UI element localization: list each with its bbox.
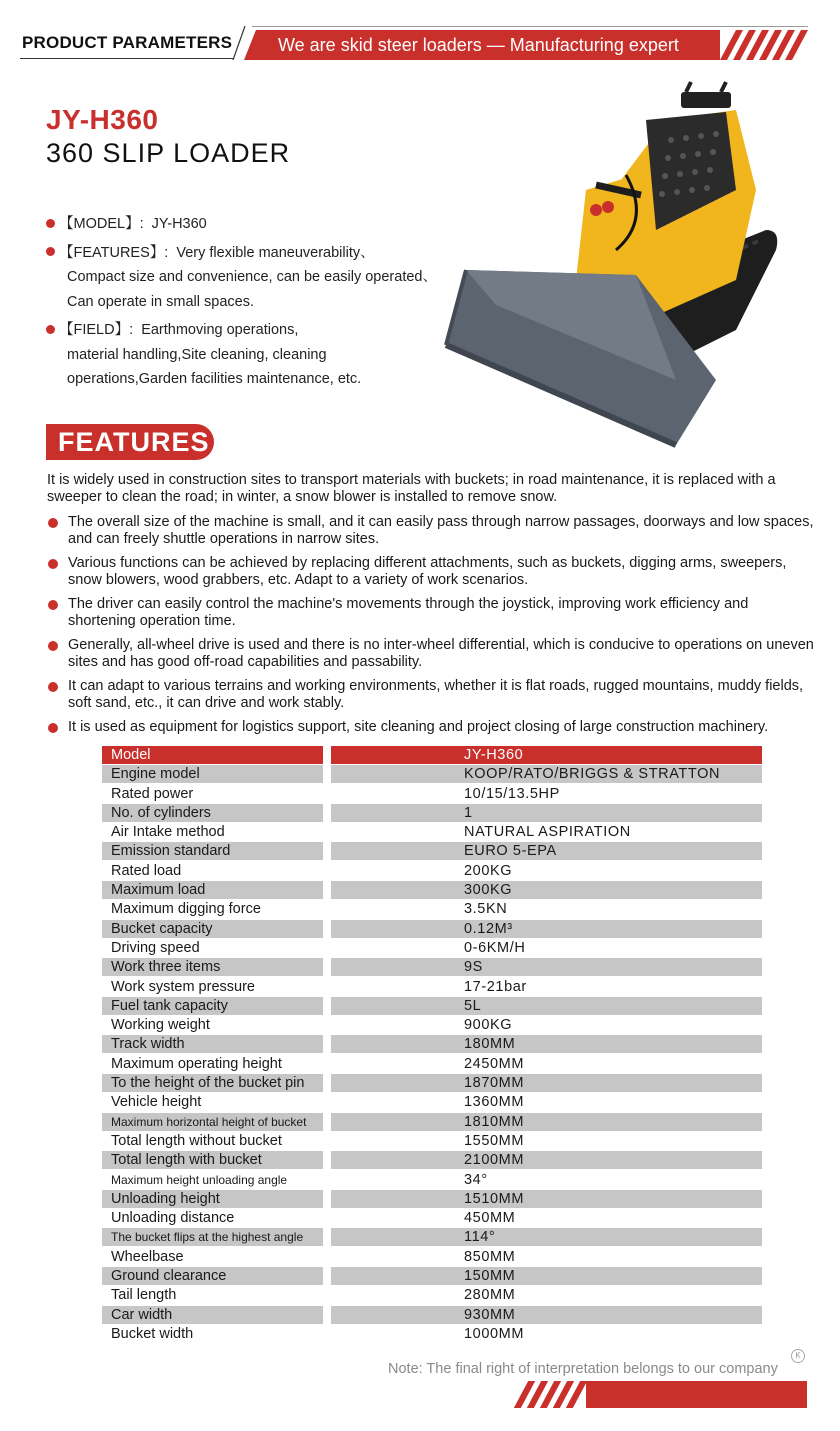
table-header-row <box>102 746 762 765</box>
spec-value: 5L <box>331 997 762 1015</box>
title-underline <box>20 58 234 59</box>
info-value-line: Can operate in small spaces. <box>67 293 254 310</box>
spec-value: KOOP/RATO/BRIGGS & STRATTON <box>331 765 762 783</box>
table-row <box>102 1286 762 1305</box>
spec-value: 0-6KM/H <box>464 939 526 956</box>
section-title: PRODUCT PARAMETERS <box>22 33 233 52</box>
table-row <box>102 1113 762 1132</box>
spec-label: Engine model <box>102 765 323 783</box>
product-code: JY-H360 <box>46 104 159 135</box>
feature-item <box>47 514 817 548</box>
table-row <box>102 997 762 1016</box>
table-row <box>102 1228 762 1247</box>
feature-item <box>47 596 817 630</box>
bullet-icon <box>48 641 58 651</box>
info-value: Earthmoving operations, <box>141 322 299 338</box>
features-heading: FEATURES <box>46 424 214 460</box>
table-row <box>102 1306 762 1325</box>
feature-text: It is used as equipment for logistics support, site cleaning and project closing of large construction machinery. <box>68 719 769 735</box>
table-row <box>102 1267 762 1286</box>
table-row <box>102 920 762 939</box>
skid-steer-loader-image <box>436 80 796 452</box>
spec-value: 34° <box>464 1171 488 1188</box>
table-row <box>102 1248 762 1267</box>
spec-value: 3.5KN <box>464 901 508 918</box>
spec-value: 1810MM <box>331 1113 762 1131</box>
table-row <box>102 1055 762 1074</box>
spec-label: Maximum height unloading angle <box>111 1172 288 1187</box>
spec-label: Ground clearance <box>102 1267 323 1285</box>
table-row <box>102 1171 762 1190</box>
table-row <box>102 881 762 900</box>
spec-label: Rated load <box>111 862 182 879</box>
spec-value: 1550MM <box>464 1132 525 1149</box>
spec-label: Maximum operating height <box>111 1055 282 1072</box>
info-label: 【FIELD】: <box>59 322 134 338</box>
spec-value: 150MM <box>331 1267 762 1285</box>
spec-label: Work system pressure <box>111 978 255 995</box>
spec-label: Working weight <box>111 1017 210 1034</box>
spec-value: 1870MM <box>331 1074 762 1092</box>
table-row <box>102 765 762 784</box>
spec-label: Car width <box>102 1306 323 1324</box>
bullet-icon <box>46 325 55 334</box>
spec-value: 850MM <box>464 1248 516 1265</box>
feature-item <box>47 678 817 712</box>
spec-label: Total length with bucket <box>102 1151 323 1169</box>
spec-value: 200KG <box>464 862 513 879</box>
table-row <box>102 958 762 977</box>
feature-text: Various functions can be achieved by replacing different attachments, such as buckets, digging arms, sweepers, snow blowers, wood grabbers, etc. Adapt to a variety of work scenarios. <box>68 555 787 588</box>
bullet-icon <box>46 219 55 228</box>
k-mark-icon: K <box>791 1349 805 1363</box>
spec-value: 1000MM <box>464 1325 525 1342</box>
spec-value: 180MM <box>331 1035 762 1053</box>
spec-value: 114° <box>331 1228 762 1246</box>
info-label: 【FEATURES】: <box>59 244 169 261</box>
table-row <box>102 1074 762 1093</box>
spec-value: 2100MM <box>331 1151 762 1169</box>
table-row <box>102 978 762 997</box>
feature-text: The driver can easily control the machine's movements through the joystick, improving work efficiency and shortening operation time. <box>68 596 749 629</box>
slogan-text: We are skid steer loaders — Manufacturing expert <box>278 35 679 55</box>
banner-slash <box>232 26 246 60</box>
spec-value: 10/15/13.5HP <box>464 785 560 802</box>
table-row <box>102 1209 762 1228</box>
info-value: Very flexible maneuverability、 <box>176 244 375 261</box>
spec-label: Track width <box>102 1035 323 1053</box>
footer-bar <box>586 1381 807 1408</box>
spec-label: Tail length <box>111 1287 177 1304</box>
bullet-icon <box>48 682 58 692</box>
spec-value: 450MM <box>464 1210 516 1227</box>
table-row <box>102 1093 762 1112</box>
spec-label: Maximum load <box>102 881 323 899</box>
table-row <box>102 842 762 861</box>
info-value: JY-H360 <box>151 216 207 232</box>
spec-value: 280MM <box>464 1287 516 1304</box>
spec-label: Unloading distance <box>111 1210 235 1227</box>
bullet-icon <box>48 600 58 610</box>
table-header-cell: JY-H360 <box>331 746 762 764</box>
feature-item <box>47 719 817 736</box>
features-intro: It is widely used in construction sites to transport materials with buckets; in road maintenance, it is replaced with a sweeper to clean the road; in winter, a snow blower is installed to remove snow. <box>47 472 776 505</box>
bullet-icon <box>46 247 55 256</box>
table-row <box>102 1190 762 1209</box>
product-name: 360 SLIP LOADER <box>46 138 291 168</box>
spec-value: 900KG <box>464 1017 513 1034</box>
spec-value: 9S <box>331 958 762 976</box>
spec-label: Driving speed <box>111 939 200 956</box>
spec-label: Maximum digging force <box>111 901 261 918</box>
feature-item <box>47 637 817 671</box>
info-value-line: material handling,Site cleaning, cleaning <box>67 346 327 363</box>
table-row <box>102 804 762 823</box>
info-features <box>46 241 446 315</box>
features-list <box>47 514 817 743</box>
info-field <box>46 318 446 392</box>
info-model <box>46 212 446 237</box>
product-info <box>46 212 446 396</box>
bullet-icon <box>48 559 58 569</box>
spec-label: To the height of the bucket pin <box>102 1074 323 1092</box>
table-row <box>102 1035 762 1054</box>
spec-label: Fuel tank capacity <box>102 997 323 1015</box>
table-row <box>102 900 762 919</box>
spec-label: Vehicle height <box>111 1094 202 1111</box>
spec-value: 1 <box>331 804 762 822</box>
spec-label: Work three items <box>102 958 323 976</box>
spec-label: Maximum horizontal height of bucket <box>102 1113 323 1131</box>
table-row <box>102 1132 762 1151</box>
spec-label: Air Intake method <box>111 824 225 841</box>
bullet-icon <box>48 723 58 733</box>
spec-value: 17-21bar <box>464 978 527 995</box>
footer-note: Note: The final right of interpretation belongs to our company <box>388 1361 778 1377</box>
spec-table <box>102 746 762 1344</box>
info-value-line: Compact size and convenience, can be easily operated、 <box>67 269 437 285</box>
spec-value: 1360MM <box>464 1094 525 1111</box>
spec-value: EURO 5-EPA <box>331 842 762 860</box>
table-row <box>102 862 762 881</box>
table-row <box>102 1016 762 1035</box>
spec-label: Emission standard <box>102 842 323 860</box>
spec-label: Rated power <box>111 785 194 802</box>
spec-value: 0.12M³ <box>331 920 762 938</box>
spec-value: 930MM <box>331 1306 762 1324</box>
spec-value: 300KG <box>331 881 762 899</box>
table-row <box>102 1151 762 1170</box>
info-value-line: operations,Garden facilities maintenance, etc. <box>67 371 362 387</box>
spec-value: NATURAL ASPIRATION <box>464 824 631 841</box>
table-row <box>102 939 762 958</box>
spec-label: The bucket flips at the highest angle <box>102 1228 323 1246</box>
table-row <box>102 785 762 804</box>
spec-label: Unloading height <box>102 1190 323 1208</box>
feature-item <box>47 555 817 589</box>
feature-text: The overall size of the machine is small, and it can easily pass through narrow passages, doorways and low spaces, and can freely shuttle operations in narrow sites. <box>68 514 814 547</box>
spec-label: Total length without bucket <box>111 1132 282 1149</box>
table-header-cell: Model <box>102 746 323 764</box>
feature-text: It can adapt to various terrains and working environments, whether it is flat roads, rugged mountains, muddy fields, soft sand, etc., it can drive and work stably. <box>68 678 804 711</box>
table-row <box>102 1325 762 1344</box>
bullet-icon <box>48 518 58 528</box>
spec-label: Wheelbase <box>111 1248 184 1265</box>
info-label: 【MODEL】: <box>59 216 144 232</box>
spec-label: Bucket width <box>111 1325 194 1342</box>
banner-top-rule <box>252 26 808 27</box>
feature-text: Generally, all-wheel drive is used and there is no inter-wheel differential, which is conducive to operations on uneven sites and has good off-road capabilities and passability. <box>68 637 814 670</box>
table-row <box>102 823 762 842</box>
spec-value: 1510MM <box>331 1190 762 1208</box>
spec-value: 2450MM <box>464 1055 525 1072</box>
spec-label: Bucket capacity <box>102 920 323 938</box>
spec-label: No. of cylinders <box>102 804 323 822</box>
